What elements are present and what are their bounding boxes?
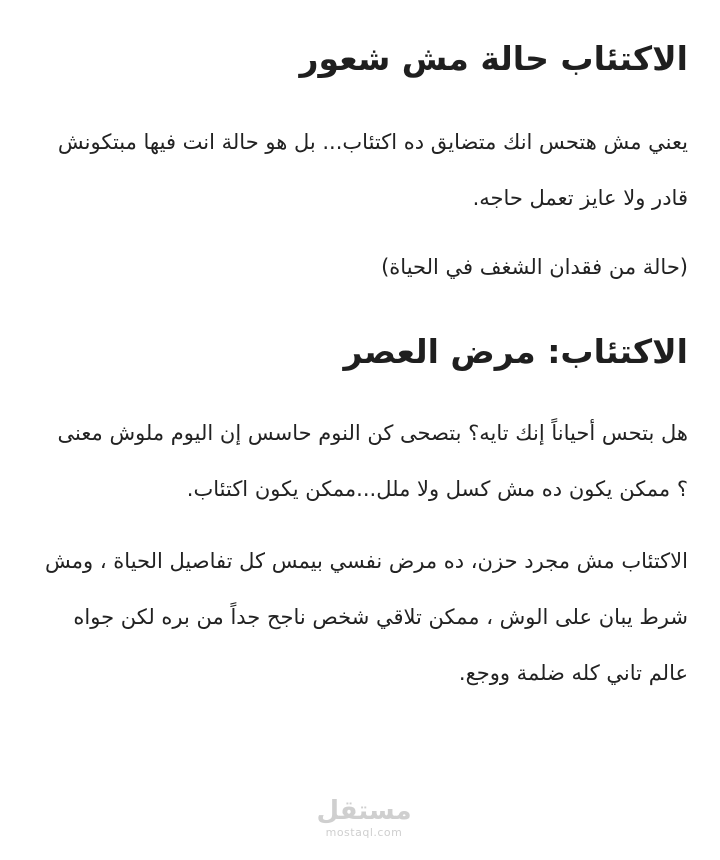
paragraph-questions: هل بتحس أحياناً إنك تايه؟ بتصحى كن النوم حاسس إن اليوم ملوش معنى ؟ ممكن يكون ده مش كسل ولا ملل...ممكن يكون اكتئاب.: [57, 421, 688, 501]
mostaql-watermark-logo: [314, 796, 414, 848]
heading-depression-state: الاكتئاب حالة مش شعور: [299, 39, 688, 78]
heading-disease-of-era: الاكتئاب: مرض العصر: [343, 332, 688, 371]
paragraph-note: (حالة من فقدان الشغف في الحياة): [381, 255, 688, 279]
watermark-url: mostaql.com: [325, 826, 403, 839]
paragraph-definition: يعني مش هتحس انك متضايق ده اكتئاب... بل هو حالة انت فيها مبتكونش قادر ولا عايز تعمل حاجه.: [57, 130, 688, 210]
paragraph-explanation: الاكتئاب مش مجرد حزن، ده مرض نفسي بيمس كل تفاصيل الحياة ، ومش شرط يبان على الوش ، ممكن تلاقي شخص ناجح جداً من بره لكن جواه عالم تاني كله ضلمة ووجع.: [45, 549, 688, 685]
watermark-word: مستقل: [316, 796, 412, 826]
